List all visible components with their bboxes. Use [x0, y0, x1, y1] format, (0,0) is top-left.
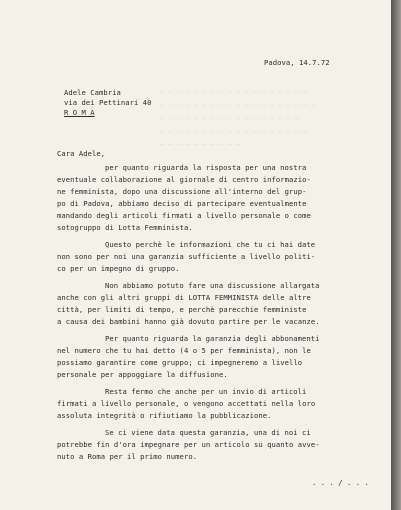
body-line: eventuale collaborazione al giornale di centro informazio- [57, 175, 311, 184]
place-date: Padova, 14.7.72 [264, 58, 330, 67]
body-line: non sono per noi una garanzia sufficiente a livello politi- [57, 252, 316, 261]
body-line: co per un impegno di gruppo. [57, 264, 180, 273]
body-line: ne femminista, dopo una discussione all'interno del grup- [57, 187, 307, 196]
body-line: Non abbiamo potuto fare una discussione allargata [105, 281, 320, 290]
body-line: potrebbe fin d'ora impegnare per un articolo su quanto avve- [57, 440, 320, 449]
body-line: anche con gli altri gruppi di LOTTA FEMMINISTA delle altre [57, 293, 311, 302]
body-line: Questo perchè le informazioni che tu ci hai date [105, 240, 316, 249]
body-line: sotogruppo di Lotta Femminista. [57, 223, 193, 232]
continuation-mark: . . . / . . . [312, 478, 369, 487]
body-line: nuto a Roma per il primo numero. [57, 452, 198, 461]
recipient-city: R O M A [64, 108, 95, 117]
salutation: Cara Adele, [57, 149, 106, 158]
recipient-street: via dei Pettinari 40 [64, 98, 152, 107]
body-line: mandando degli articoli firmati a livello personale o come [57, 211, 311, 220]
body-line: personale per appoggiare la diffusione. [57, 370, 228, 379]
body-line: per quanto riguarda la risposta per una nostra [105, 163, 307, 172]
page-shadow-edge [391, 0, 401, 510]
body-line: Per quanto riguarda la garanzia degli abbonamenti [105, 334, 320, 343]
recipient-name: Adele Cambria [64, 88, 121, 97]
body-line: firmati a livello personale, o vengono accettati nella loro [57, 399, 316, 408]
body-line: città, per limiti di tempo, e perchè parecchie femministe [57, 305, 307, 314]
body-line: nel numero che tu hai detto (4 o 5 per femminista), non le [57, 346, 311, 355]
body-line: possiamo garantire come gruppo; ci impegneremo a livello [57, 358, 303, 367]
body-line: po di Padova, abbiamo deciso di partecipare eventualmente [57, 199, 307, 208]
body-line: Se ci viene data questa garanzia, una di noi ci [105, 428, 311, 437]
bleed-through-text: ​— — — — — — — — — — — — — — — — — — ​— — — — — — — — — — — — — — — — — — — ​— — — — — — — — — — — — — — — — — ​— — — — — — — — — — — — — — — — — — ​— — — — — — — — — — [160, 88, 316, 148]
body-line: assoluta integrità o rifiutiamo la pubblicazione. [57, 411, 272, 420]
body-line: Resta fermo che anche per un invio di articoli [105, 387, 307, 396]
body-line: a causa dei bambini hanno già dovuto partire per le vacanze. [57, 317, 320, 326]
